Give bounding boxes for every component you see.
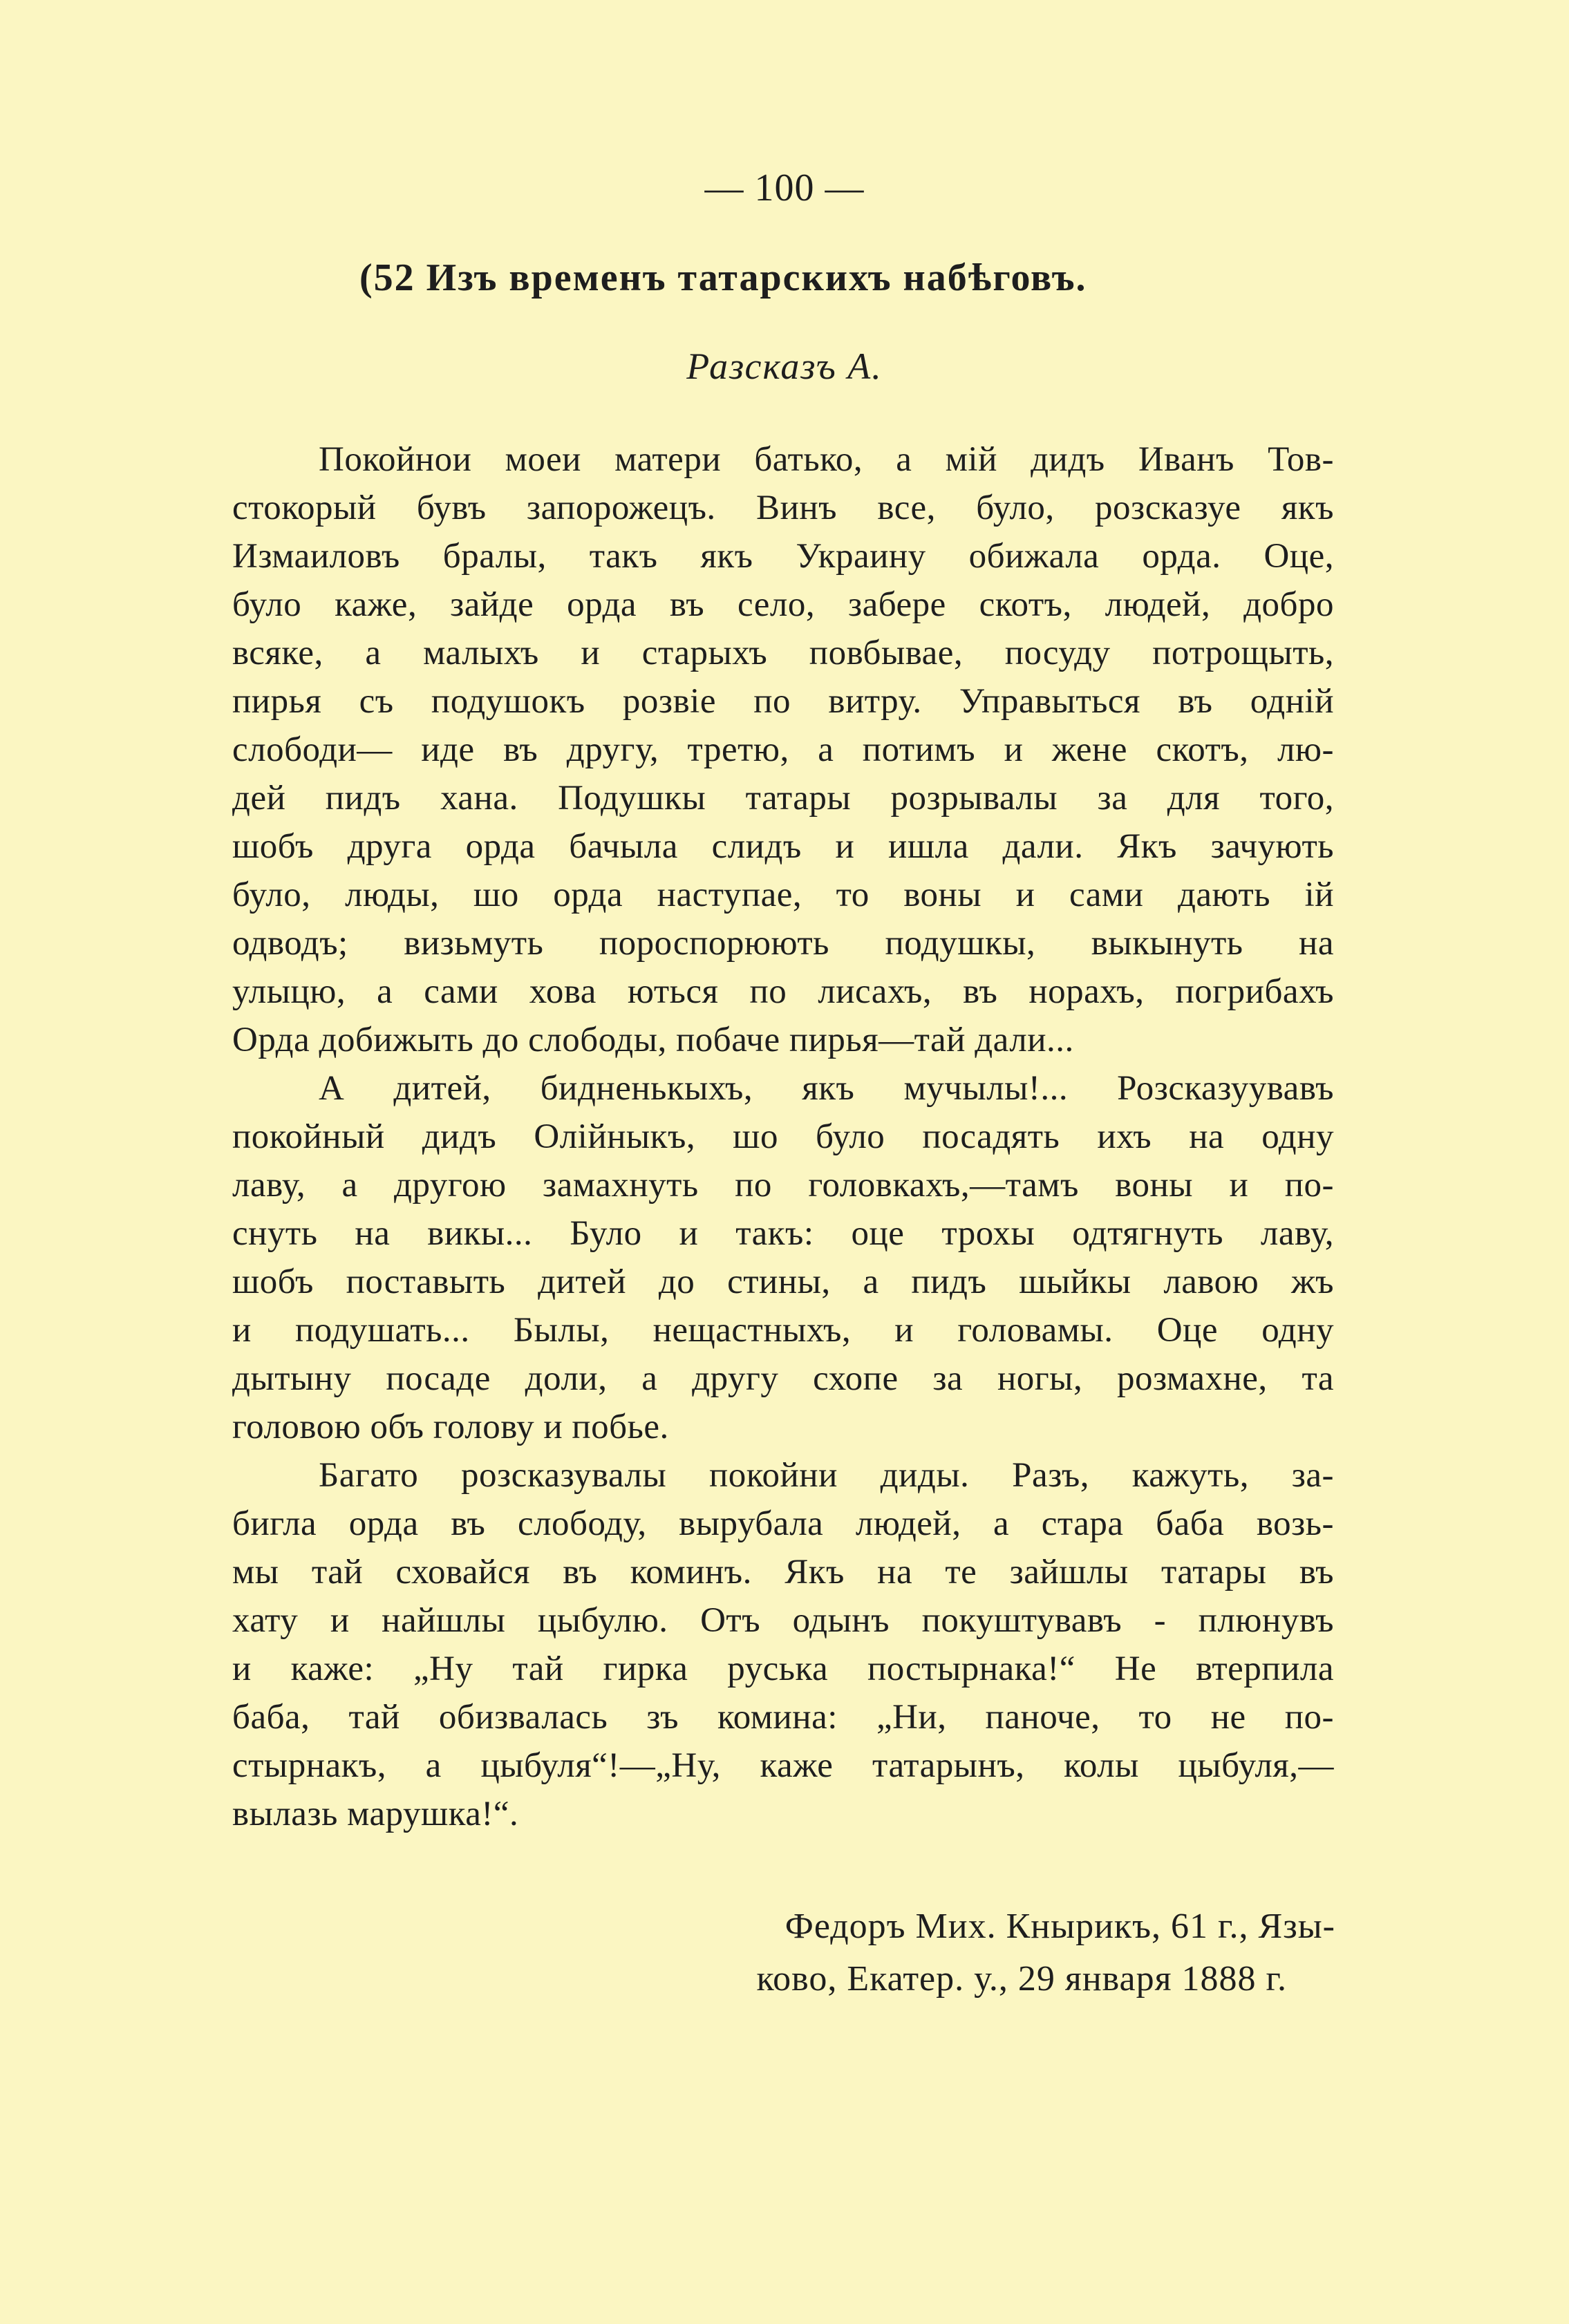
story-title: (52 Изъ временъ татарскихъ набѣговъ. — [359, 256, 1087, 299]
text-line: всяке, а малыхъ и старыхъ повбывае, посуду потрощыть, — [232, 634, 1334, 672]
text-line: шобъ друга орда бачыла слидъ и ишла дали. Якъ зачують — [232, 827, 1334, 866]
signature-line: Федоръ Мих. Кнырикъ, 61 г., Язы- — [784, 1907, 1335, 1946]
text-line: головою объ голову и побье. — [232, 1408, 669, 1446]
text-line: шобъ поставыть дитей до стины, а пидъ шыйкы лавою жъ — [232, 1263, 1334, 1301]
text-line: було каже, зайде орда въ село, забере скотъ, людей, добро — [232, 585, 1334, 624]
text-line: слободи— иде въ другу, третю, а потимъ и жене скотъ, лю- — [232, 730, 1334, 769]
text-line: снуть на викы... Було и такъ: оце трохы одтягнуть лаву, — [232, 1214, 1334, 1253]
text-line: дей пидъ хана. Подушкы татары розрывалы за для того, — [232, 779, 1334, 818]
text-line: стырнакъ, а цыбуля“!—„Ну, каже татарынъ, колы цыбуля,— — [232, 1746, 1334, 1785]
text-line: хату и найшлы цыбулю. Отъ одынъ покуштувавъ - плюнувъ — [232, 1601, 1334, 1640]
text-line: покойный дидъ Олійныкъ, шо було посадять ихъ на одну — [232, 1117, 1334, 1156]
text-line: було, люды, шо орда наступае, то воны и сами дають ій — [232, 876, 1334, 914]
text-line: лаву, а другою замахнуть по головкахъ,—тамъ воны и по- — [232, 1166, 1334, 1204]
text-line: бигла орда въ слободу, вырубала людей, а стара баба возь- — [232, 1504, 1334, 1543]
text-line: и каже: „Ну тай гирка руська постырнака!“ Не втерпила — [232, 1650, 1334, 1688]
signature-block — [622, 1900, 1335, 2005]
signature-line: ково, Екатер. у., 29 января 1888 г. — [756, 1959, 1287, 1999]
text-line: Покойнои моеи матери батько, а мій дидъ Иванъ Тов- — [319, 440, 1334, 479]
text-line: и подушать... Былы, нещастныхъ, и головамы. Оце одну — [232, 1311, 1334, 1350]
text-line: пирья съ подушокъ розвіе по витру. Управыться въ одній — [232, 682, 1334, 721]
text-line: одводъ; визьмуть пороспорюють подушкы, выкынуть на — [232, 924, 1334, 963]
text-line: Орда добижыть до слободы, побаче пирья—тай дали... — [232, 1021, 1074, 1059]
text-line: мы тай сховайся въ коминъ. Якъ на те зайшлы татары въ — [232, 1553, 1334, 1591]
text-line: дытыну посаде доли, а другу схопе за ногы, розмахне, та — [232, 1359, 1334, 1398]
text-line: баба, тай обизвалась зъ комина: „Ни, паноче, то не по- — [232, 1698, 1334, 1737]
story-subtitle: Разсказъ А. — [686, 346, 883, 387]
text-line: Багато розсказувалы покойни диды. Разъ, кажуть, за- — [319, 1456, 1334, 1495]
page-number: — 100 — — [704, 167, 865, 209]
text-line: Измаиловъ бралы, такъ якъ Украину обижала орда. Оце, — [232, 537, 1334, 576]
text-line: вылазь марушка!“. — [232, 1795, 519, 1833]
story-body — [232, 435, 1334, 1838]
text-line: улыцю, а сами хова ються по лисахъ, въ норахъ, погрибахъ — [232, 972, 1334, 1011]
text-line: стокорый бувъ запорожецъ. Винъ все, було, розсказуе якъ — [232, 489, 1334, 527]
text-line: А дитей, бидненькыхъ, якъ мучылы!... Розсказуувавъ — [319, 1069, 1334, 1108]
